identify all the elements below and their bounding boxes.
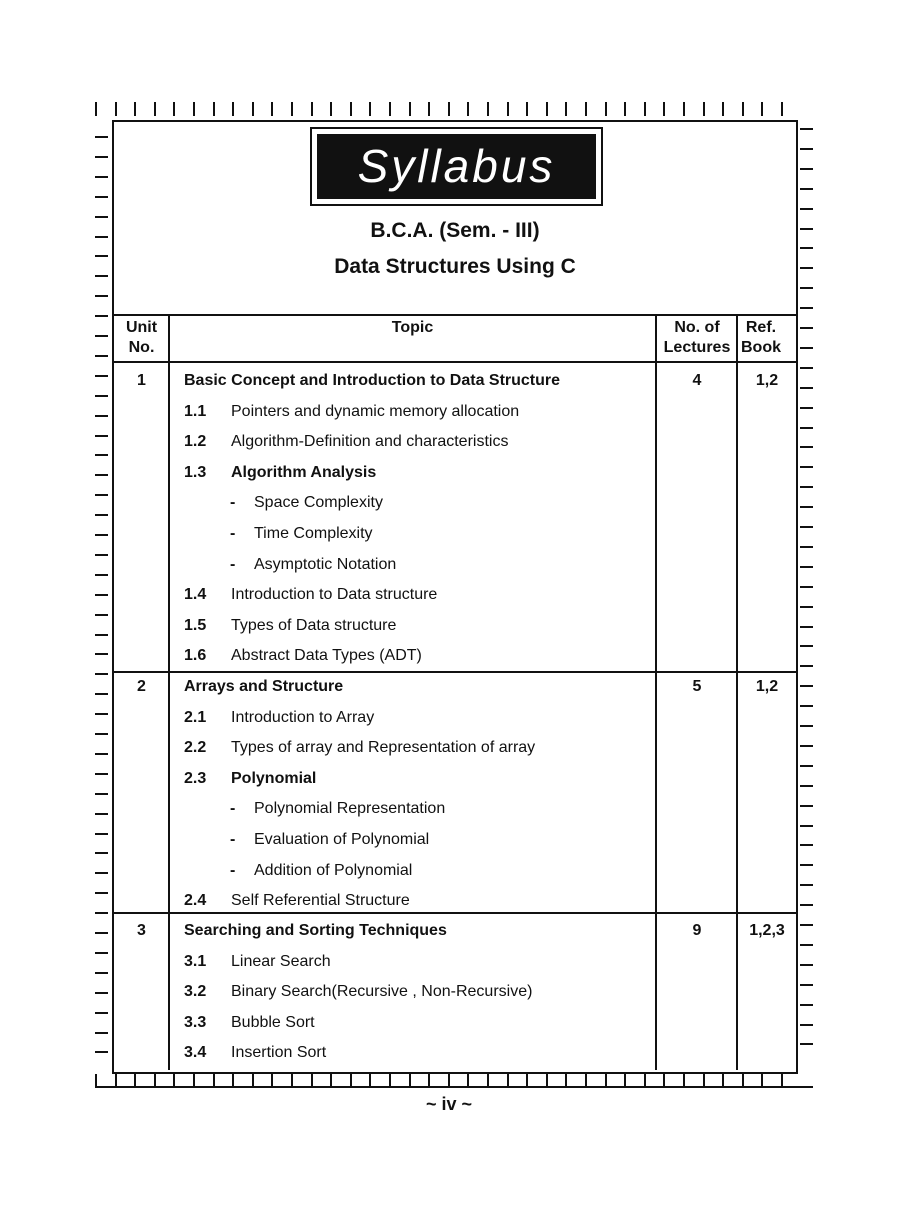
topic-row xyxy=(0,644,898,668)
border-tick xyxy=(800,884,813,886)
topic-text: Types of Data structure xyxy=(231,617,397,634)
border-tick xyxy=(487,102,489,116)
subtopic-row xyxy=(0,828,898,852)
border-tick xyxy=(350,102,352,116)
topic-text: Polynomial xyxy=(231,770,317,787)
topic-number: 2.4 xyxy=(184,892,207,909)
border-tick xyxy=(605,102,607,116)
subtopic-text: Space Complexity xyxy=(254,494,383,511)
header-text: Unit xyxy=(125,319,158,336)
border-tick xyxy=(800,825,813,827)
border-tick xyxy=(95,395,108,397)
topic-row xyxy=(0,614,898,638)
bullet-dash: - xyxy=(230,800,236,817)
unit-title: Searching and Sorting Techniques xyxy=(184,922,447,939)
topic-number: 2.3 xyxy=(184,770,207,787)
border-tick xyxy=(663,102,665,116)
border-tick xyxy=(800,228,813,230)
border-tick xyxy=(95,102,97,116)
border-tick xyxy=(526,102,528,116)
border-tick xyxy=(428,102,430,116)
subtopic-text: Evaluation of Polynomial xyxy=(254,831,430,848)
border-tick xyxy=(800,944,813,946)
border-tick xyxy=(95,454,108,456)
border-tick xyxy=(134,102,136,116)
unit-row xyxy=(0,369,898,393)
border-tick xyxy=(800,307,813,309)
header-text: Lectures xyxy=(663,339,731,356)
border-tick xyxy=(252,102,254,116)
lecture-count: 9 xyxy=(692,922,702,939)
topic-number: 1.3 xyxy=(184,464,207,481)
border-tick xyxy=(800,128,813,130)
header-text: No. of xyxy=(674,319,720,336)
border-tick xyxy=(154,102,156,116)
border-tick xyxy=(389,102,391,116)
topic-text: Abstract Data Types (ADT) xyxy=(231,647,422,664)
topic-number: 1.6 xyxy=(184,647,207,664)
border-tick xyxy=(800,347,813,349)
border-tick xyxy=(95,355,108,357)
border-tick xyxy=(800,287,813,289)
border-tick xyxy=(585,102,587,116)
column-header-ref-book xyxy=(738,318,784,358)
unit-row xyxy=(0,675,898,699)
border-tick xyxy=(95,255,108,257)
ref-book: 1,2 xyxy=(755,678,779,695)
topic-number: 2.2 xyxy=(184,739,207,756)
bullet-dash: - xyxy=(230,494,236,511)
ref-book: 1,2,3 xyxy=(749,922,785,939)
border-tick xyxy=(800,168,813,170)
border-tick xyxy=(800,247,813,249)
topic-row xyxy=(0,736,898,760)
border-rule xyxy=(95,1086,813,1088)
topic-text: Pointers and dynamic memory allocation xyxy=(231,403,520,420)
border-tick xyxy=(193,102,195,116)
bullet-dash: - xyxy=(230,831,236,848)
border-tick xyxy=(546,102,548,116)
border-tick xyxy=(800,427,813,429)
header-top-rule xyxy=(114,314,796,316)
border-tick xyxy=(95,315,108,317)
topic-number: 2.1 xyxy=(184,709,207,726)
unit-title: Basic Concept and Introduction to Data Structure xyxy=(184,372,561,389)
topic-number: 3.2 xyxy=(184,983,207,1000)
border-tick xyxy=(115,102,117,116)
border-tick xyxy=(95,793,108,795)
topic-row xyxy=(0,889,898,913)
border-tick xyxy=(800,267,813,269)
topic-text: Linear Search xyxy=(231,953,331,970)
border-tick xyxy=(742,102,744,116)
border-tick xyxy=(722,102,724,116)
border-tick xyxy=(624,102,626,116)
subtopic-text: Addition of Polynomial xyxy=(254,862,413,879)
border-tick xyxy=(95,335,108,337)
topic-text: Introduction to Data structure xyxy=(231,586,438,603)
header-text: Ref. xyxy=(745,319,777,336)
topic-number: 3.4 xyxy=(184,1044,207,1061)
border-tick xyxy=(311,102,313,116)
subtopic-text: Time Complexity xyxy=(254,525,373,542)
topic-number: 3.1 xyxy=(184,953,207,970)
topic-text: Introduction to Array xyxy=(231,709,375,726)
subtopic-row xyxy=(0,553,898,577)
topic-text: Bubble Sort xyxy=(231,1014,315,1031)
border-tick xyxy=(95,733,108,735)
unit-number: 3 xyxy=(137,922,146,939)
subtopic-row xyxy=(0,859,898,883)
ref-book: 1,2 xyxy=(755,372,779,389)
border-tick xyxy=(95,236,108,238)
border-tick xyxy=(800,148,813,150)
topic-number: 1.4 xyxy=(184,586,207,603)
topic-row xyxy=(0,1041,898,1065)
border-tick xyxy=(95,176,108,178)
column-header-unit xyxy=(114,318,169,358)
subtopic-text: Asymptotic Notation xyxy=(254,556,397,573)
bullet-dash: - xyxy=(230,556,236,573)
unit-number: 2 xyxy=(137,678,146,695)
topic-row xyxy=(0,950,898,974)
bullet-dash: - xyxy=(230,862,236,879)
topic-number: 1.1 xyxy=(184,403,207,420)
border-tick xyxy=(95,156,108,158)
unit-row xyxy=(0,919,898,943)
topic-row xyxy=(0,767,898,791)
border-tick xyxy=(761,102,763,116)
border-tick xyxy=(565,102,567,116)
topic-number: 3.3 xyxy=(184,1014,207,1031)
border-tick xyxy=(95,295,108,297)
border-tick xyxy=(703,102,705,116)
column-header-topic: Topic xyxy=(391,319,434,336)
logo-text: Syllabus xyxy=(317,134,596,199)
course-title: B.C.A. (Sem. - III) xyxy=(370,219,540,242)
border-tick xyxy=(800,208,813,210)
topic-text: Binary Search(Recursive , Non-Recursive) xyxy=(231,983,533,1000)
header-text: No. xyxy=(128,339,155,356)
border-tick xyxy=(644,102,646,116)
border-tick xyxy=(271,102,273,116)
subtopic-text: Polynomial Representation xyxy=(254,800,446,817)
border-tick xyxy=(369,102,371,116)
border-tick xyxy=(800,327,813,329)
topic-row xyxy=(0,1011,898,1035)
border-tick xyxy=(683,102,685,116)
border-tick xyxy=(95,275,108,277)
border-tick xyxy=(800,486,813,488)
border-tick xyxy=(800,188,813,190)
border-tick xyxy=(467,102,469,116)
unit-title: Arrays and Structure xyxy=(184,678,344,695)
border-tick xyxy=(232,102,234,116)
bullet-dash: - xyxy=(230,525,236,542)
topic-row xyxy=(0,461,898,485)
topic-text: Algorithm-Definition and characteristics xyxy=(231,433,509,450)
topic-text: Self Referential Structure xyxy=(231,892,410,909)
topic-number: 1.2 xyxy=(184,433,207,450)
border-tick xyxy=(781,102,783,116)
border-tick xyxy=(507,102,509,116)
border-tick xyxy=(800,546,813,548)
border-tick xyxy=(291,102,293,116)
page-number: ~ iv ~ xyxy=(425,1094,473,1114)
topic-text: Algorithm Analysis xyxy=(231,464,377,481)
border-tick xyxy=(95,136,108,138)
unit-divider xyxy=(114,671,796,673)
subtopic-row xyxy=(0,522,898,546)
topic-row xyxy=(0,706,898,730)
lecture-count: 5 xyxy=(692,678,702,695)
column-header-lectures xyxy=(657,318,737,358)
border-tick xyxy=(95,852,108,854)
subtopic-row xyxy=(0,797,898,821)
topic-text: Insertion Sort xyxy=(231,1044,327,1061)
border-tick xyxy=(173,102,175,116)
header-text: Book xyxy=(741,339,781,356)
border-tick xyxy=(213,102,215,116)
border-tick xyxy=(448,102,450,116)
topic-row xyxy=(0,430,898,454)
subject-title: Data Structures Using C xyxy=(334,255,576,278)
topic-row xyxy=(0,400,898,424)
border-tick xyxy=(330,102,332,116)
border-tick xyxy=(95,196,108,198)
syllabus-logo xyxy=(310,127,603,206)
lecture-count: 4 xyxy=(692,372,702,389)
topic-text: Types of array and Representation of array xyxy=(231,739,536,756)
border-tick xyxy=(409,102,411,116)
unit-number: 1 xyxy=(137,372,146,389)
header-bottom-rule xyxy=(114,361,796,363)
subtopic-row xyxy=(0,491,898,515)
topic-number: 1.5 xyxy=(184,617,207,634)
topic-row xyxy=(0,980,898,1004)
border-tick xyxy=(95,216,108,218)
topic-row xyxy=(0,583,898,607)
